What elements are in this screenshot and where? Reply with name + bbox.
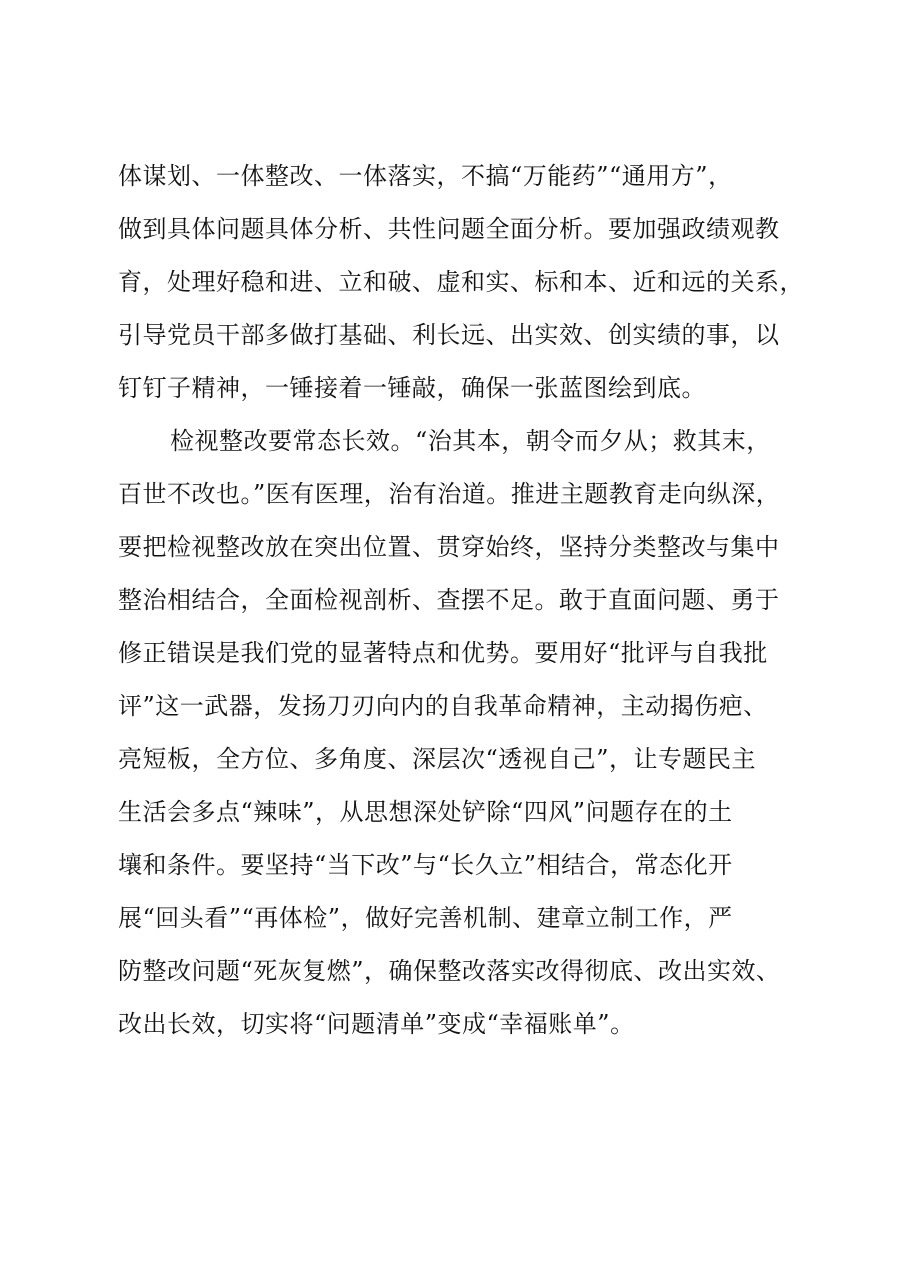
paragraph-line: 壤和条件。要坚持“当下改”与“长久立”相结合，常态化开 bbox=[118, 851, 733, 879]
paragraph-1 bbox=[118, 150, 818, 415]
paragraph-line: 修正错误是我们党的显著特点和优势。要用好“批评与自我批 bbox=[118, 639, 768, 667]
paragraph-line: 亮短板，全方位、多角度、深层次“透视自己”，让专题民主 bbox=[118, 745, 757, 773]
paragraph-line: 评”这一武器，发扬刀刃向内的自我革命精神，主动揭伤疤、 bbox=[118, 692, 768, 720]
paragraph-line: 育，处理好稳和进、立和破、虚和实、标和本、近和远的关系， bbox=[118, 268, 804, 296]
paragraph-line: 体谋划、一体整改、一体落实，不搞“万能药”“通用方”， bbox=[118, 162, 733, 190]
paragraph-first-line: 检视整改要常态长效。“治其本，朝令而夕从；救其末， bbox=[170, 427, 771, 455]
paragraph-line: 钉钉子精神，一锤接着一锤敲，确保一张蓝图绘到底。 bbox=[118, 374, 706, 402]
paragraph-2 bbox=[118, 415, 818, 1051]
paragraph-line: 引导党员干部多做打基础、利长远、出实效、创实绩的事，以 bbox=[118, 321, 780, 349]
paragraph-line: 展“回头看”“再体检”，做好完善机制、建章立制工作，严 bbox=[118, 904, 733, 932]
document-body bbox=[118, 150, 818, 1051]
paragraph-line: 整治相结合，全面检视剖析、查摆不足。敢于直面问题、勇于 bbox=[118, 586, 780, 614]
paragraph-line: 做到具体问题具体分析、共性问题全面分析。要加强政绩观教 bbox=[118, 215, 780, 243]
paragraph-line: 生活会多点“辣味”，从思想深处铲除“四风”问题存在的土 bbox=[118, 798, 733, 826]
paragraph-line: 百世不改也。”医有医理，治有治道。推进主题教育走向纵深， bbox=[118, 480, 781, 508]
paragraph-line: 要把检视整改放在突出位置、贯穿始终，坚持分类整改与集中 bbox=[118, 533, 780, 561]
paragraph-line: 防整改问题“死灰复燃”，确保整改落实改得彻底、改出实效、 bbox=[118, 957, 781, 985]
paragraph-line: 改出长效，切实将“问题清单”变成“幸福账单”。 bbox=[118, 1010, 635, 1038]
